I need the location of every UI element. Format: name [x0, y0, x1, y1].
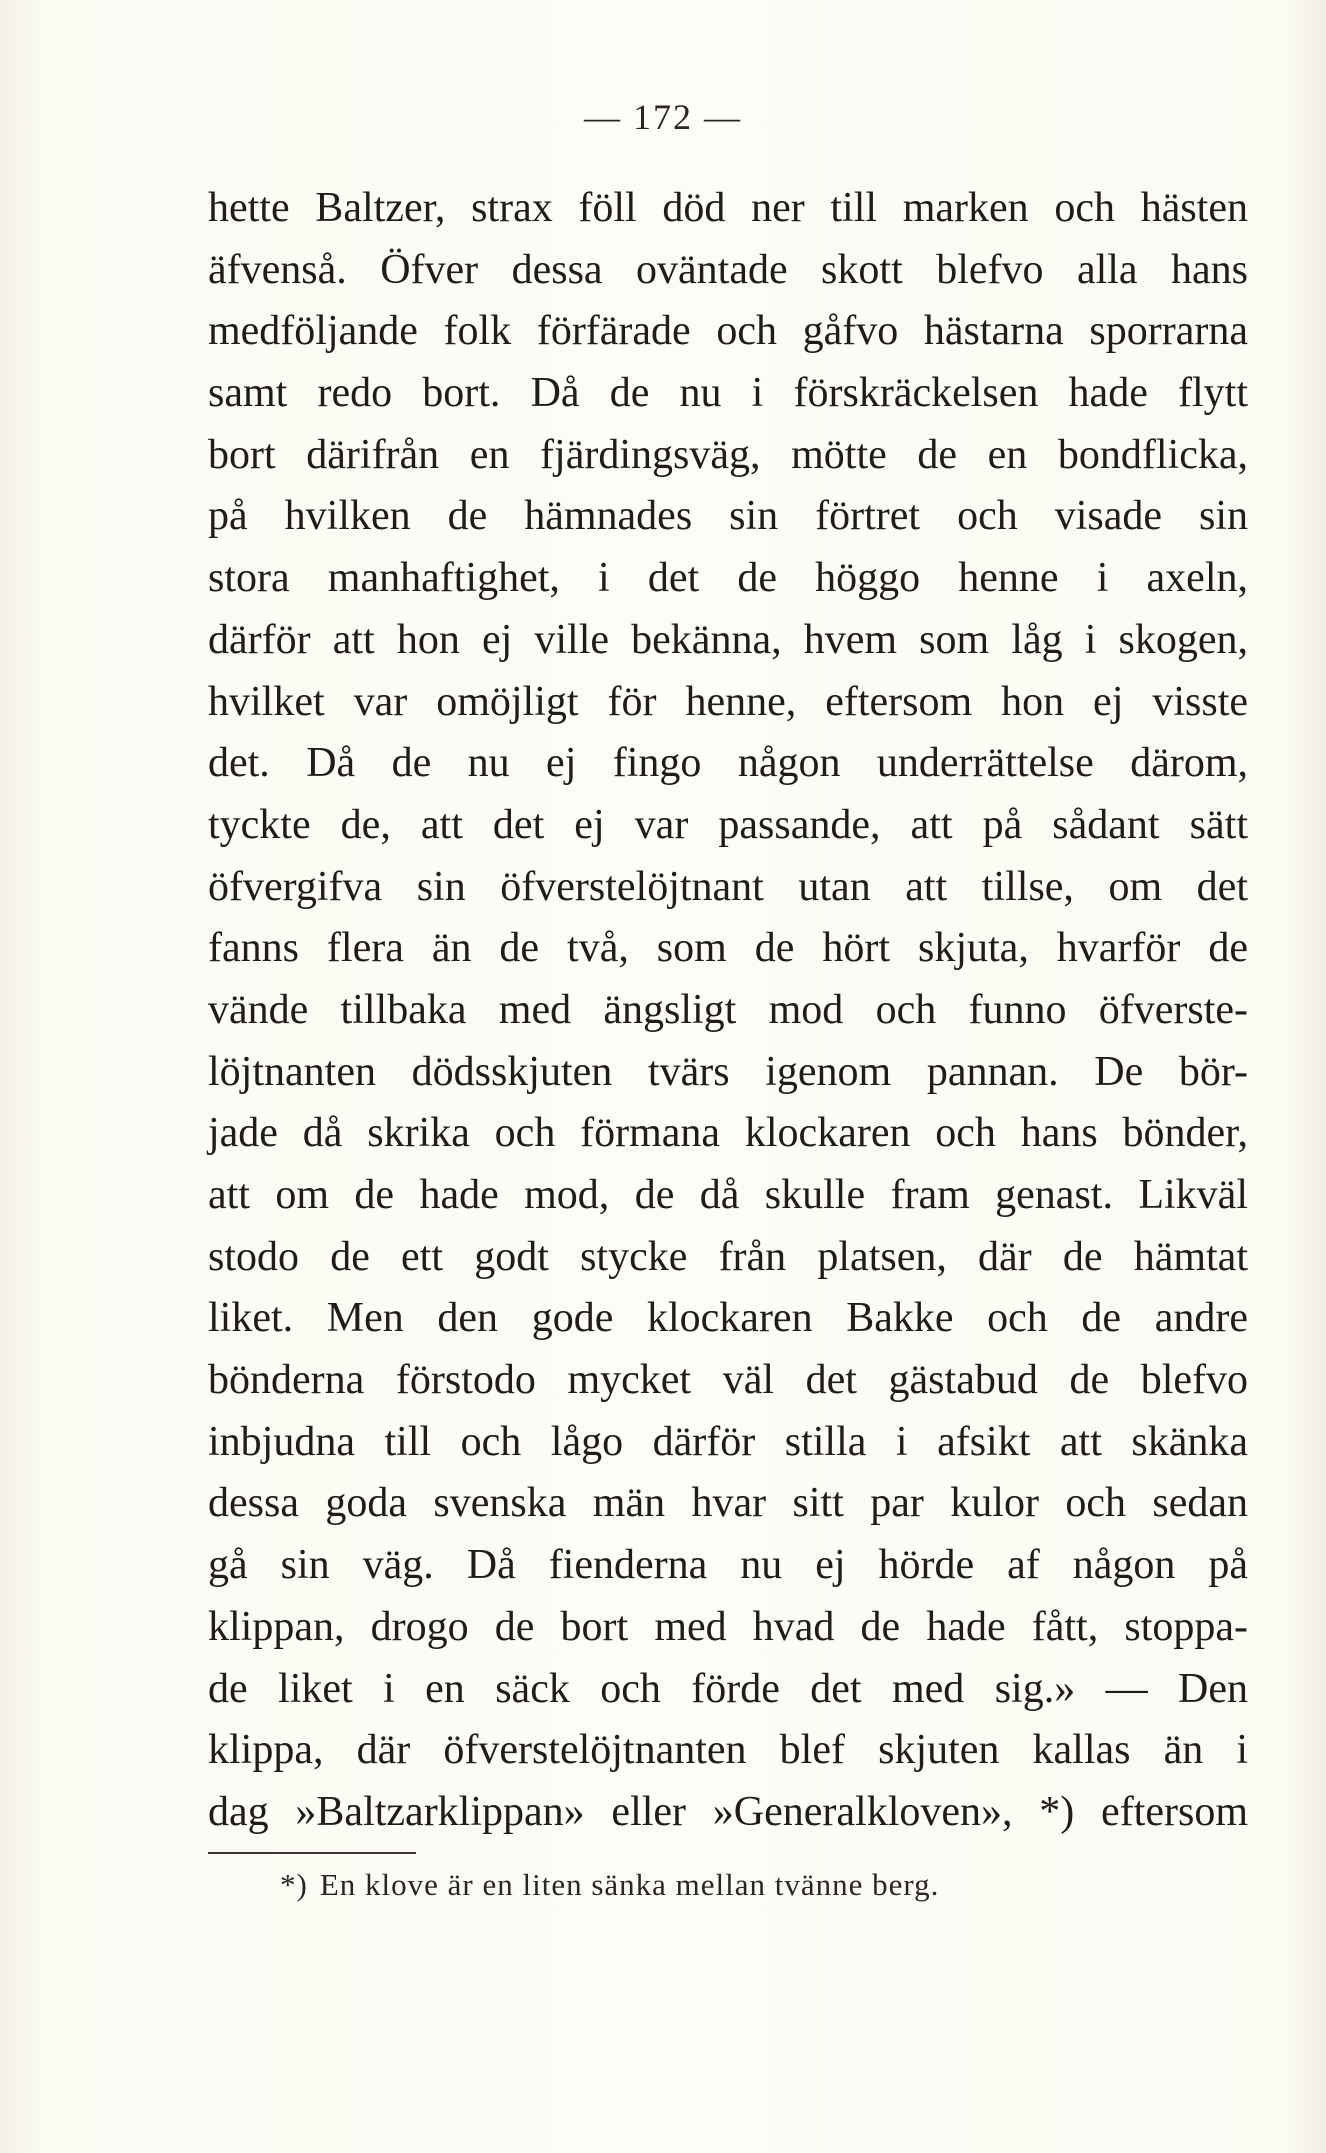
text-line: löjtnanten dödsskjuten tvärs igenom pannan. De bör- — [208, 1048, 1248, 1095]
text-line: liket. Men den gode klockaren Bakke och de andre — [208, 1295, 1248, 1342]
text-line: klippan, drogo de bort med hvad de hade fått, stoppa- — [208, 1603, 1248, 1650]
footnote-mark: *) — [280, 1867, 308, 1902]
page-number: — 172 — — [584, 97, 742, 137]
text-line: stora manhaftighet, i det de höggo henne i axeln, — [208, 555, 1248, 602]
text-line: att om de hade mod, de då skulle fram genast. Likväl — [208, 1172, 1248, 1218]
text-line: dessa goda svenska män hvar sitt par kulor och sedan — [208, 1480, 1248, 1527]
text-line: jade då skrika och förmana klockaren och hans bönder, — [208, 1110, 1248, 1157]
text-line: tyckte de, att det ej var passande, att på sådant sätt — [208, 801, 1248, 848]
text-line: fanns flera än de två, som de hört skjuta, hvarför de — [208, 925, 1248, 972]
text-line: det. Då de nu ej fingo någon underrättelse därom, — [208, 740, 1248, 787]
text-line: bort därifrån en fjärdingsväg, mötte de en bondflicka, — [208, 431, 1248, 478]
text-line: vände tillbaka med ängsligt mod och funno öfverste- — [208, 986, 1248, 1033]
footnote — [280, 1862, 1180, 1908]
text-line: de liket i en säck och förde det med sig.» — Den — [208, 1665, 1248, 1712]
text-line: öfvergifva sin öfverstelöjtnant utan att tillse, om det — [208, 863, 1248, 910]
text-line: samt redo bort. Då de nu i förskräckelsen hade flytt — [208, 370, 1248, 417]
text-line: klippa, där öfverstelöjtnanten blef skjuten kallas än i — [208, 1727, 1248, 1774]
text-line: dag »Baltzarklippan» eller »Generalkloven», *) eftersom — [208, 1788, 1248, 1835]
text-line: på hvilken de hämnades sin förtret och visade sin — [208, 493, 1248, 540]
text-line: äfvenså. Öfver dessa oväntade skott blefvo alla hans — [208, 246, 1248, 293]
text-line: gå sin väg. Då fienderna nu ej hörde af någon på — [208, 1542, 1248, 1589]
text-line: stodo de ett godt stycke från platsen, där de hämtat — [208, 1233, 1248, 1280]
text-line: bönderna förstodo mycket väl det gästabud de blefvo — [208, 1357, 1248, 1404]
text-line: inbjudna till och lågo därför stilla i afsikt att skänka — [208, 1418, 1248, 1465]
footnote-divider — [208, 1852, 416, 1854]
text-line: hette Baltzer, strax föll död ner till marken och hästen — [208, 185, 1248, 231]
text-line: därför att hon ej ville bekänna, hvem som låg i skogen, — [208, 616, 1248, 663]
footnote-text: En klove är en liten sänka mellan tvänne berg. — [319, 1867, 940, 1902]
text-line: medföljande folk förfärade och gåfvo hästarna sporrarna — [208, 308, 1248, 355]
text-line: hvilket var omöjligt för henne, eftersom hon ej visste — [208, 678, 1248, 725]
body-text — [208, 178, 1248, 1844]
